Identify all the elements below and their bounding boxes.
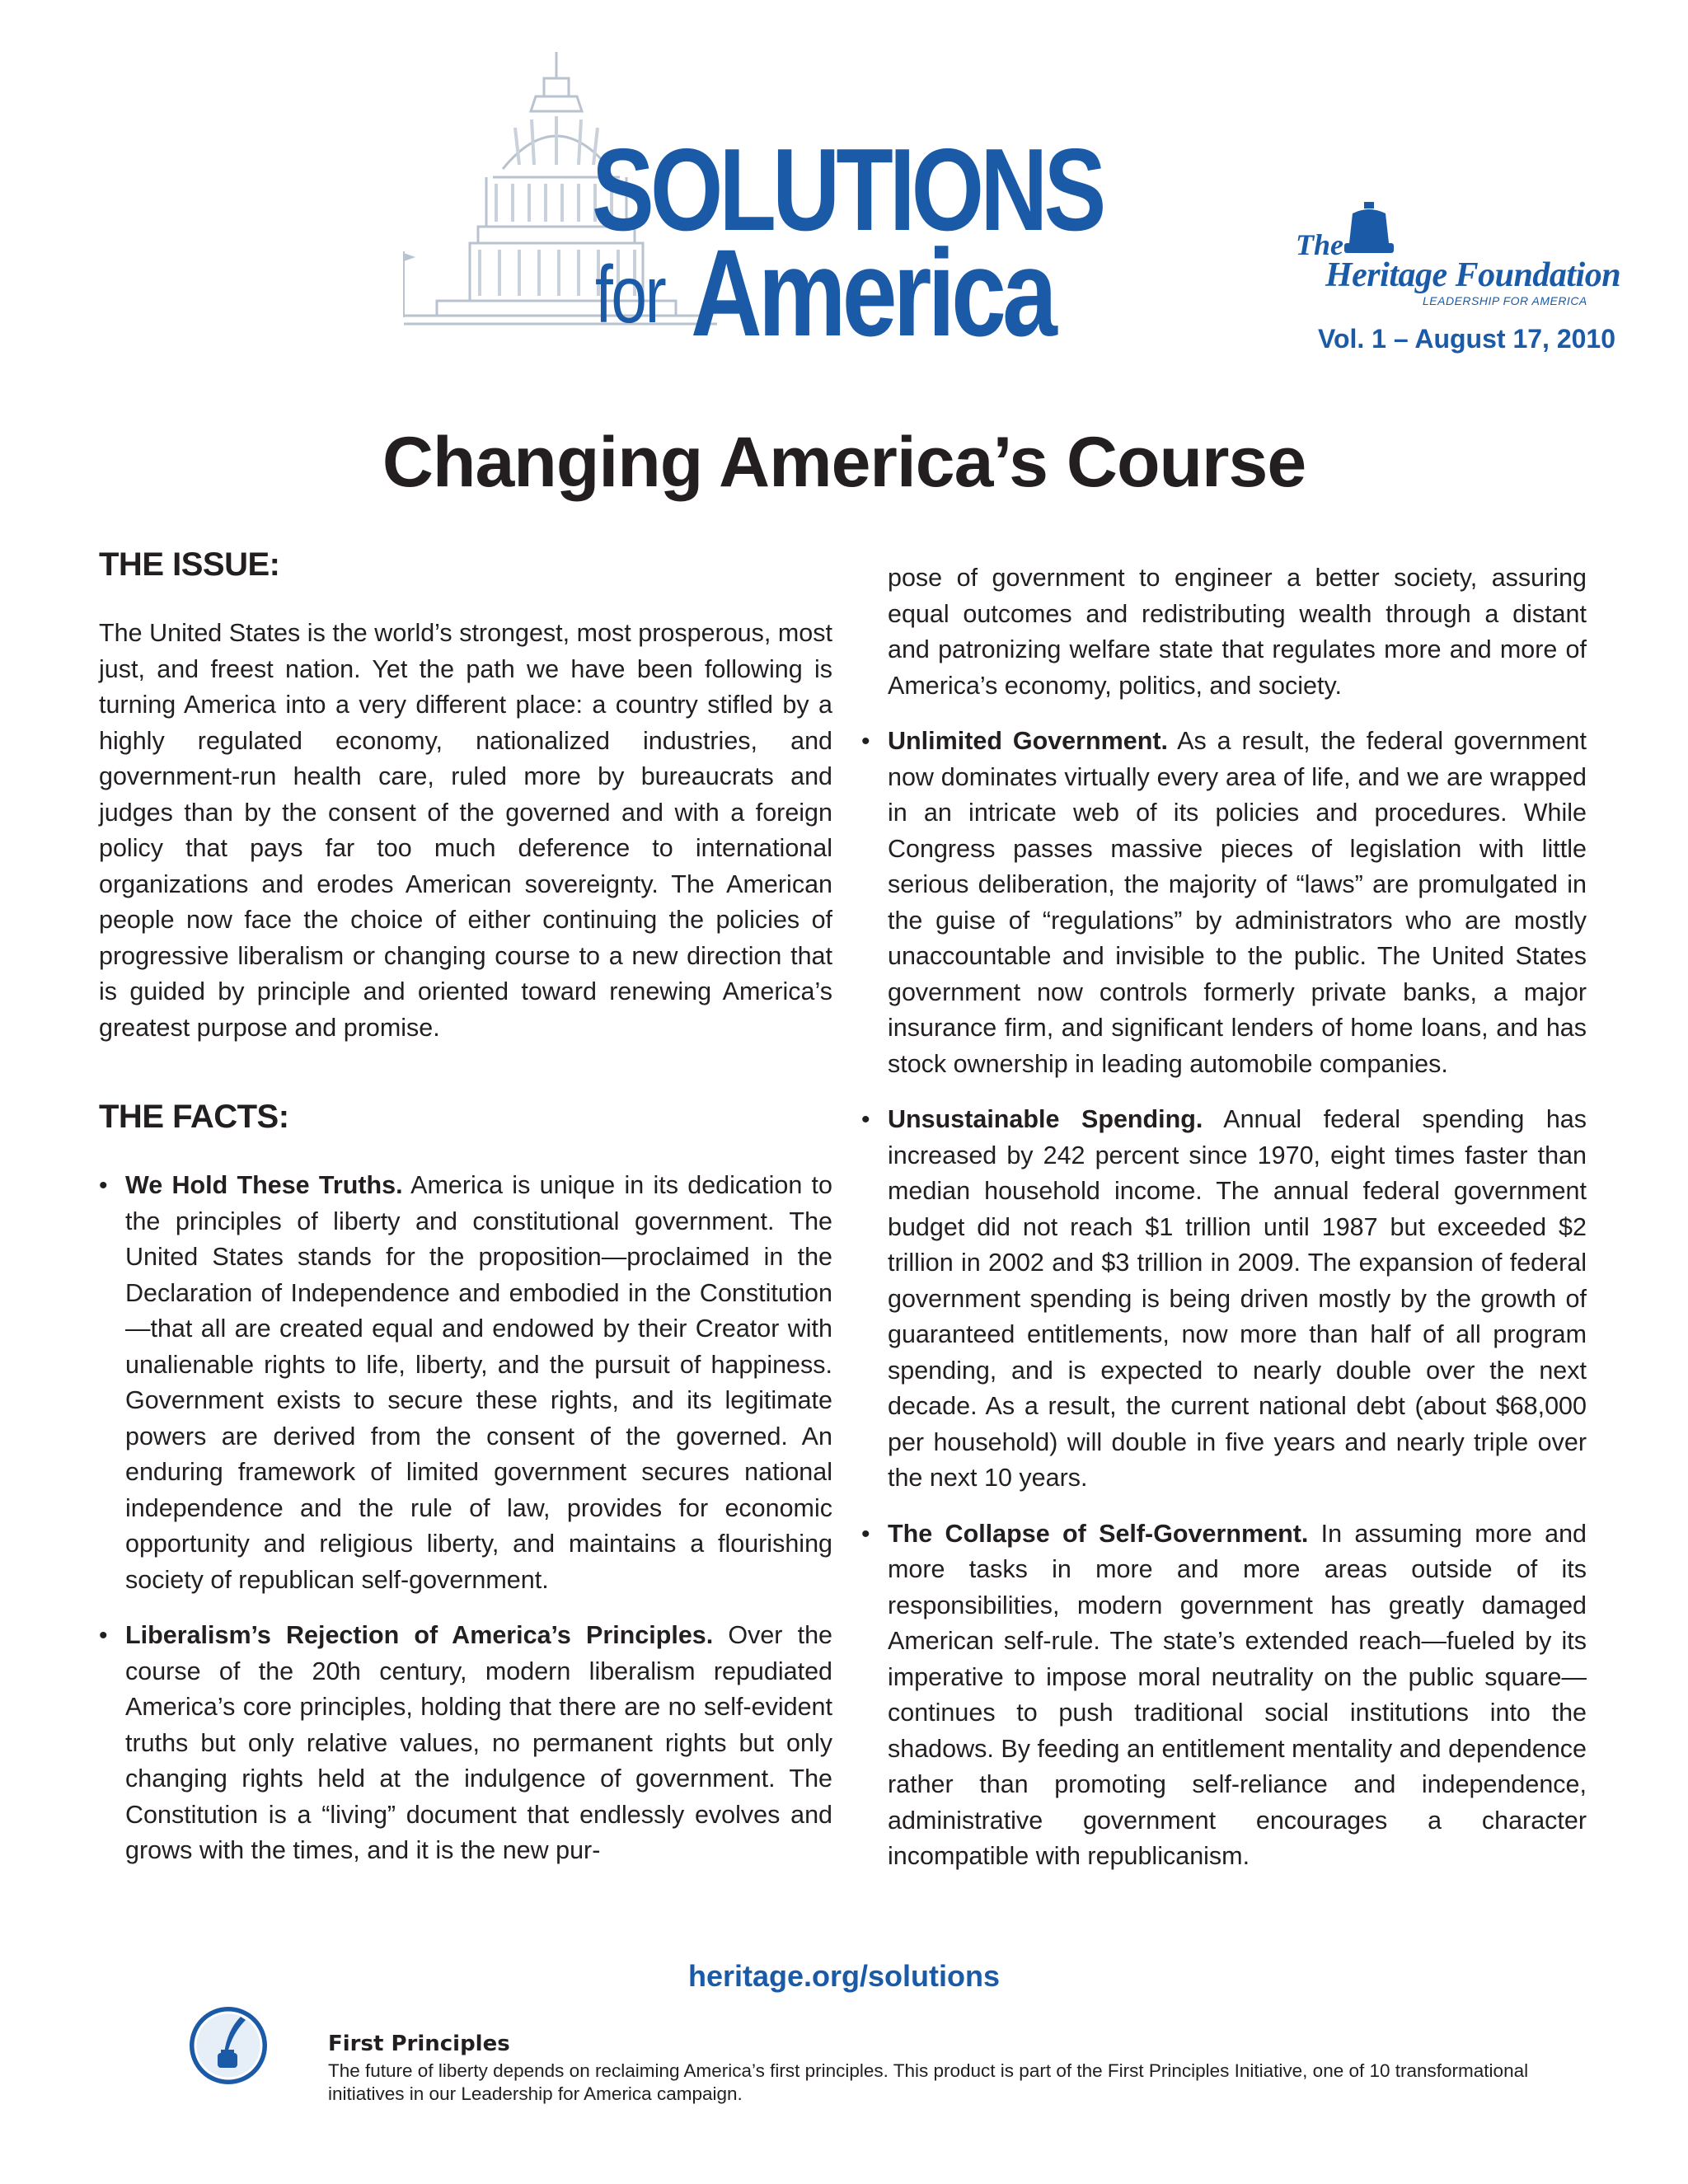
publisher-tagline: LEADERSHIP FOR AMERICA — [1423, 294, 1587, 307]
quill-inkwell-icon — [188, 2005, 269, 2086]
initiative-description: The future of liberty depends on reclaiming America’s first principles. This product is part of the First Principles Initiative, one of 10 transformational initiatives in our Leadership for America campaign. — [328, 2060, 1529, 2104]
fact-lead: We Hold These Truths. — [125, 1171, 403, 1199]
publisher-name: Heritage Foundation — [1325, 256, 1621, 294]
left-column — [99, 548, 832, 1889]
fact-text: Annual federal spending has increased by 242 percent since 1970, eight times faster than median household income. The annual federal government budget did not reach $1 trillion until 1987 but exceeded $2 trillion in 2002 and $3 trillion in 2009. The expansion of federal government spending is being driven mostly by the growth of guaranteed entitlements, now more than half of all program spending, and is expected to nearly double over the next decade. As a result, the current national debt (about $68,000 per household) will double in five years and nearly triple over the next 10 years. — [888, 1105, 1587, 1492]
fact-lead: Unsustainable Spending. — [888, 1105, 1203, 1133]
fact-lead: Liberalism’s Rejection of America’s Principles. — [125, 1621, 714, 1649]
bullet-icon: • — [861, 1520, 870, 1548]
fact-text: In assuming more and more tasks in more and more areas outside of its responsibilities, modern government has greatly damaged American self-rule. The state’s extended reach—fueled by its imperative to impose moral neutrality on the public square—continues to push traditional social institutions into the shadows. By feeding an entitlement mentality and dependence rather than promoting self-reliance and independence, administrative government encourages a character incompatible with republicanism. — [888, 1519, 1587, 1870]
volume-date: Vol. 1 – August 17, 2010 — [1317, 324, 1615, 354]
facts-list-right — [861, 724, 1587, 1875]
page-title: Changing America’s Course — [382, 423, 1306, 502]
facts-heading: THE FACTS: — [99, 1099, 289, 1135]
masthead-america: America — [691, 223, 1054, 362]
fact-item — [861, 1516, 1587, 1875]
right-column — [861, 560, 1587, 1895]
issue-heading: THE ISSUE: — [99, 546, 280, 583]
bullet-icon: • — [99, 1172, 108, 1199]
fact-item — [99, 1618, 832, 1869]
fact-text: As a result, the federal government now dominates virtually every area of life, and we are wrapped in an intricate web of its policies and procedures. While Congress passes massive pieces of legislation with little serious deliberation, the majority of “laws” are promulgated in the guise of “regulations” by administrators who are mostly unaccountable and invisible to the public. The United States government now controls formerly private banks, a major insurance firm, and significant lenders of home loans, and has stock ownership in leading automobile companies. — [888, 727, 1587, 1078]
heritage-solutions-link[interactable]: heritage.org/solutions — [687, 1959, 1001, 1993]
fact-lead: Unlimited Government. — [888, 727, 1168, 755]
fact-item — [99, 1168, 832, 1598]
masthead-for: for — [595, 249, 665, 340]
fact-lead: The Collapse of Self-Government. — [888, 1519, 1309, 1548]
bullet-icon: • — [99, 1622, 108, 1649]
initiative-title: First Principles — [328, 2032, 510, 2056]
masthead-solutions: SOLUTIONS — [592, 124, 1103, 255]
issue-paragraph: The United States is the world’s strongest, most prosperous, most just, and freest nation. Yet the path we have been following is turning America into a very different place: a country stifled by a highly regulated economy, nationalized industries, and government-run health care, ruled more by bureaucrats and judges than by the consent of the governed and with a foreign policy that pays far too much deference to international organizations and erodes American sovereignty. The American people now face the choice of either continuing the policies of progressive liberalism or changing course to a new direction that is guided by principle and oriented toward renewing America’s greatest purpose and promise. — [99, 619, 832, 1042]
liberty-bell-icon — [1339, 202, 1399, 261]
publisher-the: The — [1296, 228, 1343, 261]
fact-item — [861, 724, 1587, 1082]
fact-continuation: pose of government to engineer a better society, assuring equal outcomes and redistributing wealth through a distant and patronizing welfare state that regulates more and more of America’s economy, politics, and society. — [888, 564, 1587, 700]
bullet-icon: • — [861, 728, 870, 755]
fact-item — [861, 1102, 1587, 1497]
fact-text: Over the course of the 20th century, modern liberalism repudiated America’s core principles, holding that there are no self-evident truths but only relative values, no permanent rights but only changing rights held at the indulgence of government. The Constitution is a “living” document that endlessly evolves and grows with the times, and it is the new pur- — [125, 1621, 832, 1864]
facts-list-left — [99, 1168, 832, 1869]
bullet-icon: • — [861, 1106, 870, 1133]
fact-text: America is unique in its dedication to the principles of liberty and constitutional government. The United States stands for the proposition—proclaimed in the Declaration of Independence and embodied in the Constitution—that all are created equal and endowed by their Creator with unalienable rights to life, liberty, and the pursuit of happiness. Government exists to secure these rights, and its legitimate powers are derived from the consent of the governed. An enduring framework of limited government secures national independence and the rule of law, provides for economic opportunity and religious liberty, and maintains a flourishing society of republican self-government. — [125, 1171, 832, 1594]
